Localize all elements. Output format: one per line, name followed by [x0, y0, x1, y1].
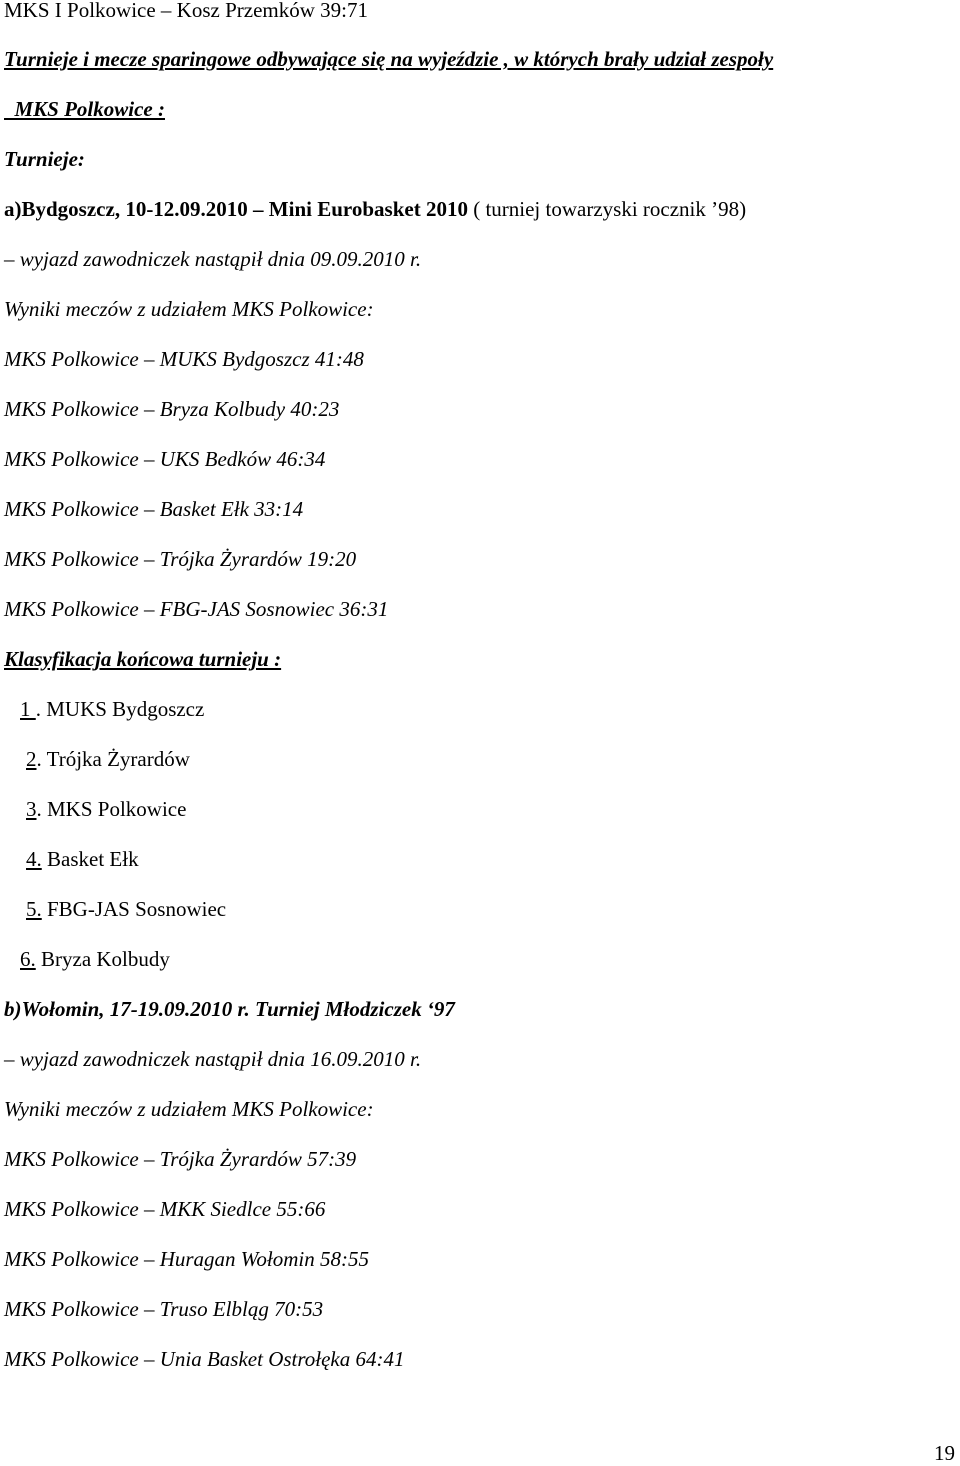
- subheading-tournaments: Turnieje:: [4, 147, 85, 171]
- classification-team: . MKS Polkowice: [36, 797, 187, 821]
- match-result: MKS Polkowice – Basket Ełk 33:14: [4, 497, 304, 521]
- tournament-a-title-main: a)Bydgoszcz, 10-12.09.2010 – Mini Eurobasket 2010: [4, 197, 468, 221]
- document-title: MKS I Polkowice – Kosz Przemków 39:71: [4, 0, 368, 22]
- classification-rank: 2: [26, 747, 37, 771]
- classification-item: [20, 696, 204, 722]
- classification-item: [26, 746, 190, 772]
- classification-team: . Trójka Żyrardów: [36, 747, 190, 771]
- match-result: MKS Polkowice – FBG-JAS Sosnowiec 36:31: [4, 597, 389, 621]
- classification-item: [20, 946, 170, 972]
- classification-item: [26, 896, 226, 922]
- classification-rank: 1: [20, 697, 36, 721]
- tournament-b-results-heading: Wyniki meczów z udziałem MKS Polkowice:: [4, 1097, 374, 1121]
- classification-team: Basket Ełk: [41, 847, 139, 871]
- match-result: MKS Polkowice – Unia Basket Ostrołęka 64:41: [4, 1347, 405, 1371]
- page-number: 19: [934, 1441, 955, 1465]
- classification-team: FBG-JAS Sosnowiec: [41, 897, 227, 921]
- match-result: MKS Polkowice – Bryza Kolbudy 40:23: [4, 397, 340, 421]
- match-result: MKS Polkowice – Huragan Wołomin 58:55: [4, 1247, 369, 1271]
- section-heading-continued: MKS Polkowice :: [14, 97, 165, 121]
- tournament-a-title: [4, 196, 746, 222]
- classification-rank: 6.: [20, 947, 36, 971]
- match-result: MKS Polkowice – Trójka Żyrardów 19:20: [4, 547, 357, 571]
- tournament-a-results-heading: Wyniki meczów z udziałem MKS Polkowice:: [4, 297, 374, 321]
- classification-rank: 5.: [26, 897, 42, 921]
- match-result: MKS Polkowice – Truso Elbląg 70:53: [4, 1297, 324, 1321]
- tournament-a-departure: – wyjazd zawodniczek nastąpił dnia 09.09.2010 r.: [4, 247, 422, 271]
- tournament-b-title: b)Wołomin, 17-19.09.2010 r. Turniej Młodziczek ‘97: [4, 997, 455, 1021]
- classification-team: . MUKS Bydgoszcz: [35, 697, 205, 721]
- classification-heading: Klasyfikacja końcowa turnieju :: [4, 647, 282, 671]
- match-result: MKS Polkowice – UKS Bedków 46:34: [4, 447, 326, 471]
- classification-rank: 3: [26, 797, 37, 821]
- classification-rank: 4.: [26, 847, 42, 871]
- tournament-b-departure: – wyjazd zawodniczek nastąpił dnia 16.09.2010 r.: [4, 1047, 422, 1071]
- tournament-a-title-note: ( turniej towarzyski rocznik ’98): [467, 197, 747, 221]
- classification-item: [26, 796, 186, 822]
- classification-item: [26, 846, 139, 872]
- match-result: MKS Polkowice – Trójka Żyrardów 57:39: [4, 1147, 357, 1171]
- classification-team: Bryza Kolbudy: [35, 947, 170, 971]
- section-heading: Turnieje i mecze sparingowe odbywające się na wyjeździe , w których brały udział zespoły: [4, 47, 774, 71]
- match-result: MKS Polkowice – MKK Siedlce 55:66: [4, 1197, 326, 1221]
- match-result: MKS Polkowice – MUKS Bydgoszcz 41:48: [4, 347, 364, 371]
